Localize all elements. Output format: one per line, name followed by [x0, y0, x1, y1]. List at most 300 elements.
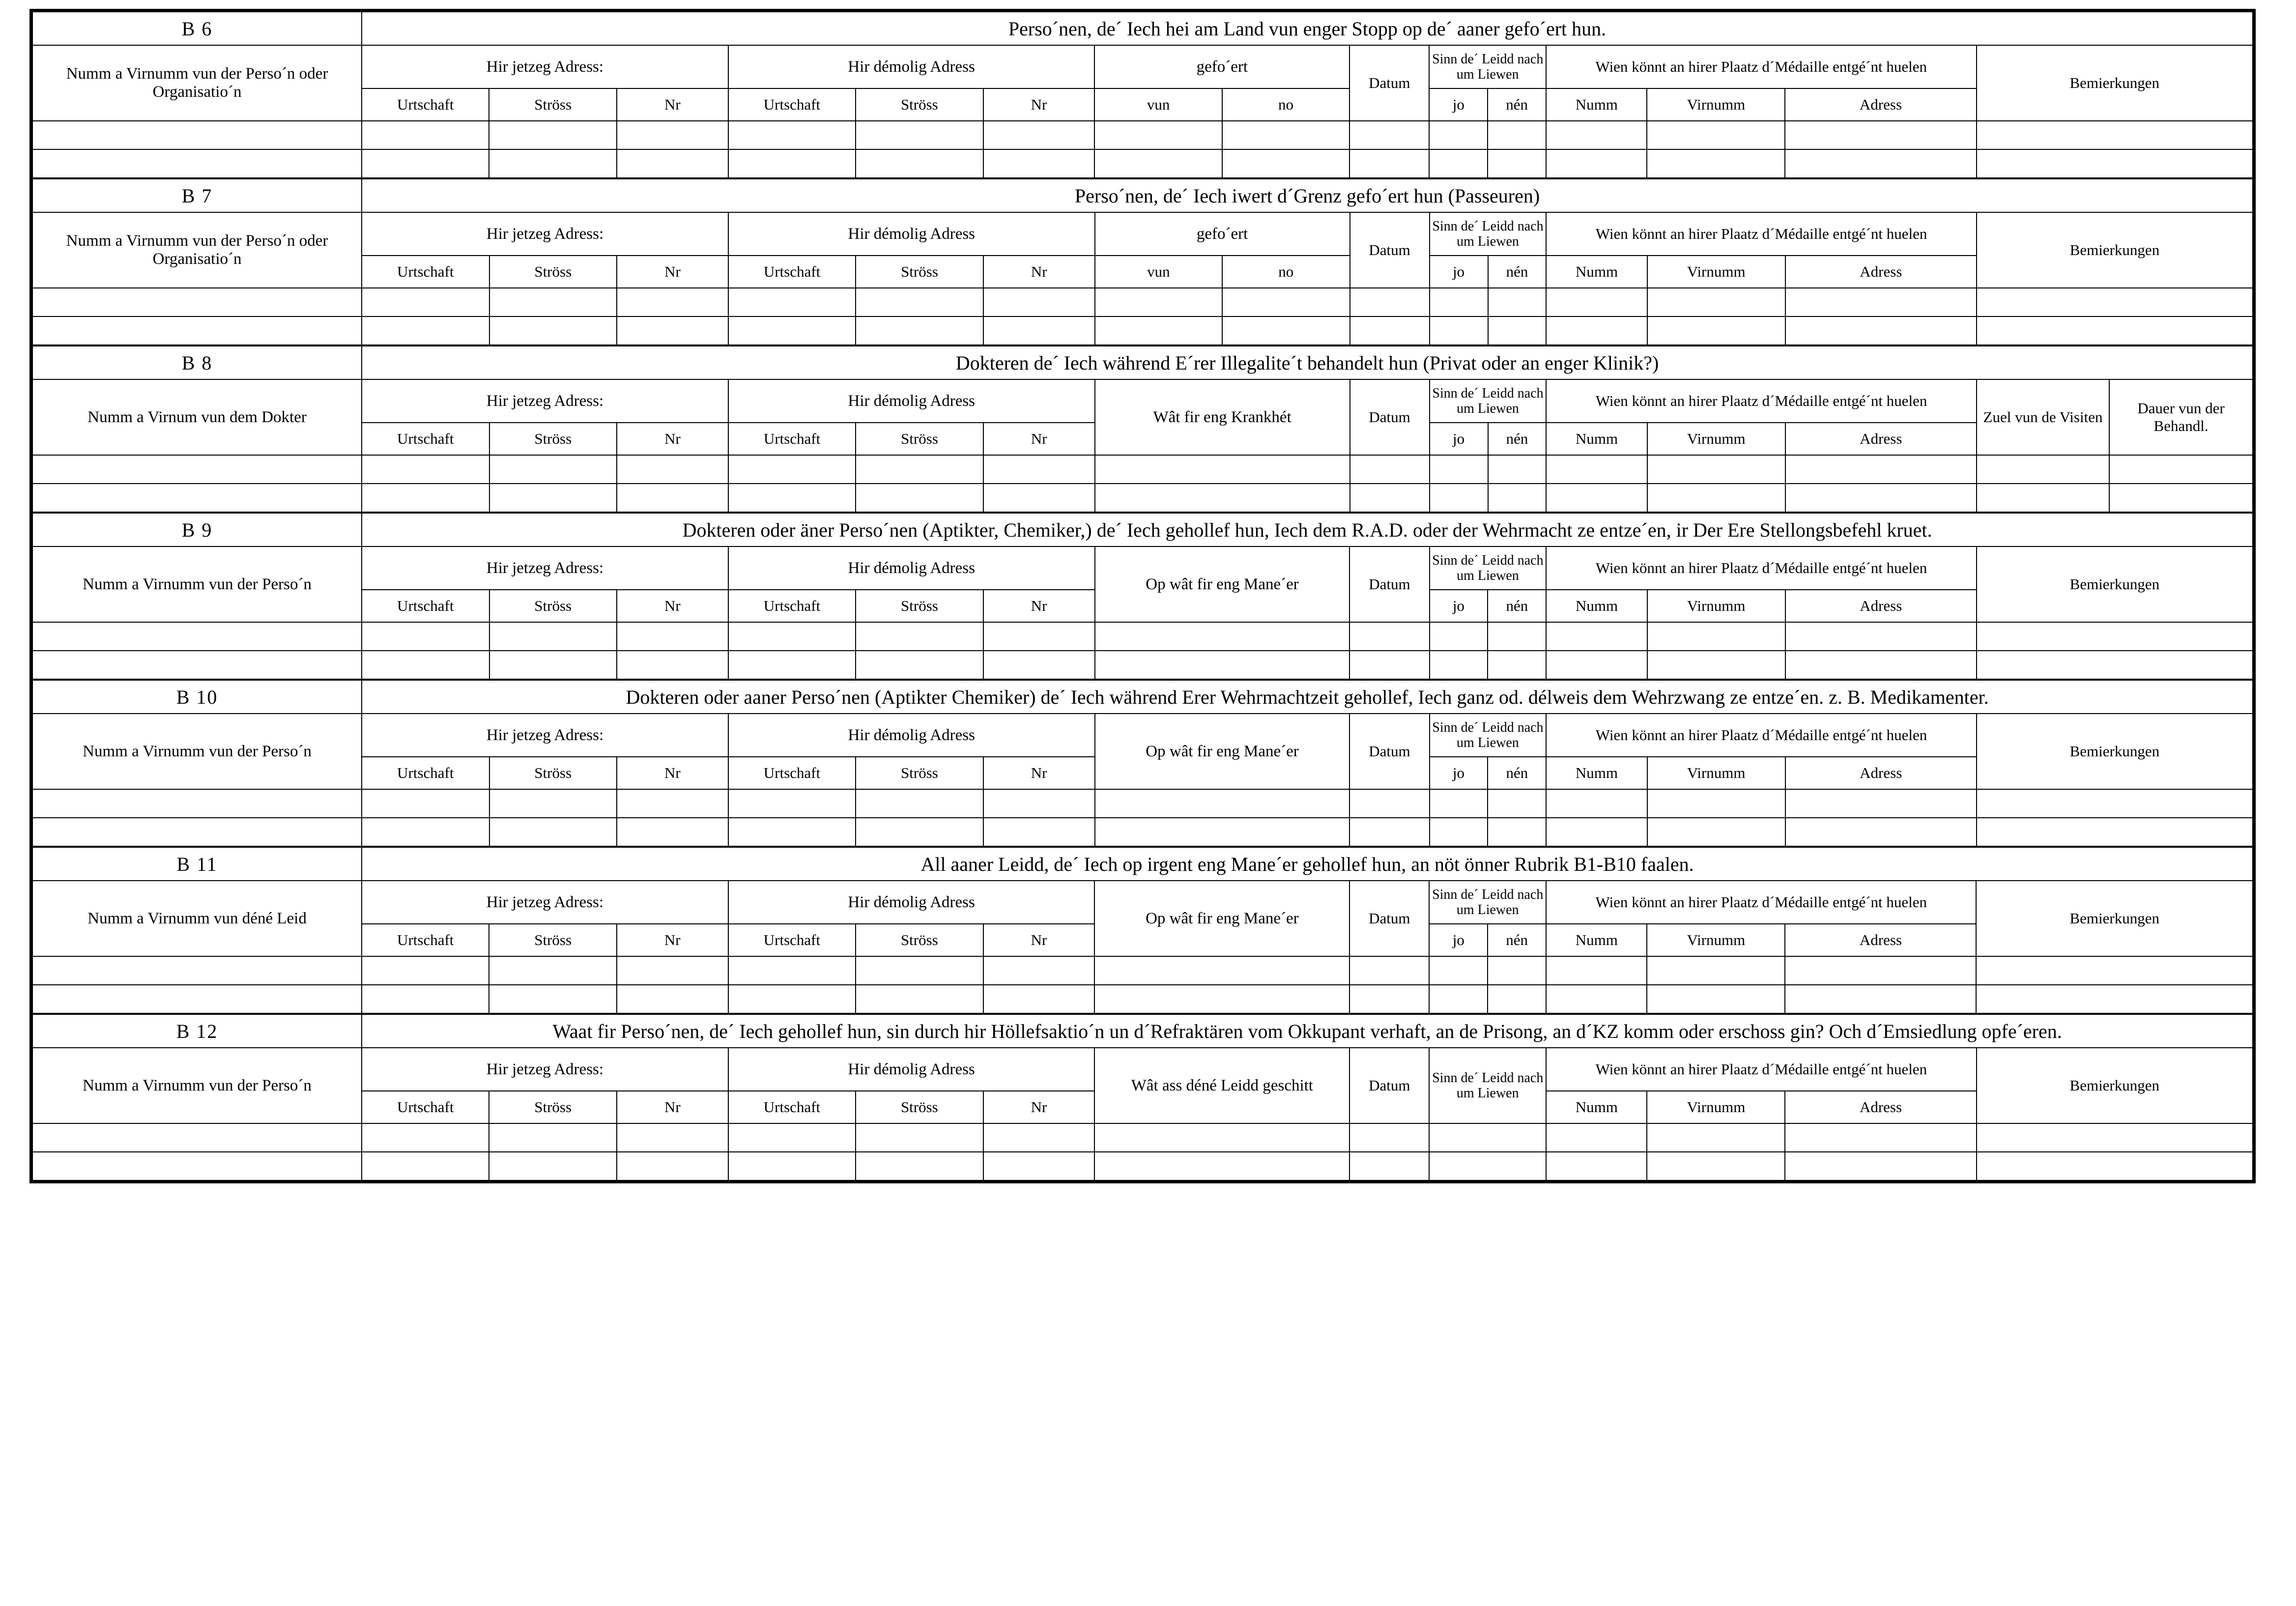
- cell-remarks[interactable]: [1977, 149, 2253, 178]
- cell-stross[interactable]: [489, 1152, 616, 1180]
- cell-name[interactable]: [32, 316, 362, 345]
- cell-nr[interactable]: [617, 1152, 728, 1180]
- cell-urtschaft-old[interactable]: [728, 121, 856, 149]
- section-id-b8: B 8: [32, 346, 362, 379]
- cell-vun[interactable]: [1095, 288, 1222, 316]
- cell-urtschaft-old[interactable]: [728, 622, 856, 651]
- cell-numm[interactable]: [1546, 484, 1647, 512]
- cell-virnumm[interactable]: [1647, 818, 1785, 846]
- section-b7: [32, 178, 2253, 345]
- cell-nr[interactable]: [617, 316, 728, 345]
- cell-datum[interactable]: [1349, 985, 1429, 1013]
- col-header-name-b6: Numm a Virnumm vun der Perso´n oder Organisatio´n: [32, 45, 362, 121]
- cell-name[interactable]: [32, 1152, 362, 1180]
- sub-nen-b6: nén: [1488, 88, 1546, 121]
- cell-stross-old[interactable]: [856, 121, 983, 149]
- cell-urtschaft[interactable]: [362, 121, 489, 149]
- sub-nr-b7-2: Nr: [983, 256, 1095, 288]
- cell-nr-old[interactable]: [983, 789, 1095, 818]
- cell-adress[interactable]: [1785, 818, 1977, 846]
- col-header-alive-b11: Sinn de´ Leidd nach um Liewen: [1429, 881, 1546, 924]
- cell-remarks[interactable]: [1977, 121, 2253, 149]
- cell-remarks[interactable]: [1977, 651, 2253, 679]
- cell-nr-old[interactable]: [983, 316, 1095, 345]
- cell-jo[interactable]: [1430, 316, 1488, 345]
- sub-virnumm-b11: Virnumm: [1647, 924, 1785, 956]
- sub-urtschaft-b11-2: Urtschaft: [728, 924, 856, 956]
- cell-numm[interactable]: [1546, 789, 1647, 818]
- sub-vun-b6: vun: [1094, 88, 1222, 121]
- cell-virnumm[interactable]: [1647, 1152, 1785, 1180]
- cell-nr-old[interactable]: [983, 455, 1095, 484]
- cell-adress[interactable]: [1785, 1152, 1976, 1180]
- cell-stross-old[interactable]: [856, 985, 983, 1013]
- cell-remarks[interactable]: [1977, 288, 2253, 316]
- cell-nr[interactable]: [617, 818, 728, 846]
- cell-urtschaft[interactable]: [362, 455, 489, 484]
- cell-stross[interactable]: [489, 288, 617, 316]
- sub-stross-b9-1: Ströss: [489, 590, 617, 622]
- sub-urtschaft-b9-1: Urtschaft: [362, 590, 489, 622]
- cell-adress[interactable]: [1785, 121, 1976, 149]
- cell-nr[interactable]: [617, 789, 728, 818]
- col-header-remarks-b10: Bemierkungen: [1977, 714, 2253, 789]
- cell-name[interactable]: [32, 651, 362, 679]
- cell-virnumm[interactable]: [1647, 455, 1785, 484]
- cell-datum[interactable]: [1349, 1152, 1429, 1180]
- col-header-mid-b6: gefo´ert: [1094, 45, 1349, 88]
- col-header-alive-b9: Sinn de´ Leidd nach um Liewen: [1430, 546, 1547, 590]
- col-header-medaille-b7: Wien könnt an hirer Plaatz d´Médaille entgé´nt huelen: [1546, 212, 1976, 256]
- sub-stross-b12-1: Ströss: [489, 1091, 616, 1123]
- cell-stross-old[interactable]: [856, 149, 983, 178]
- cell-stross-old[interactable]: [856, 484, 983, 512]
- cell-jo[interactable]: [1429, 985, 1488, 1013]
- entry-row-b8-2: [32, 484, 2253, 512]
- sub-stross-b11-1: Ströss: [489, 924, 616, 956]
- cell-nr-old[interactable]: [983, 818, 1095, 846]
- cell-adress[interactable]: [1785, 484, 1977, 512]
- col-header-datum-b9: Datum: [1349, 546, 1429, 622]
- cell-name[interactable]: [32, 455, 362, 484]
- cell-nen[interactable]: [1488, 622, 1546, 651]
- sub-virnumm-b12: Virnumm: [1647, 1091, 1785, 1123]
- header-row-top-b7: [32, 212, 2253, 256]
- cell-no[interactable]: [1222, 149, 1349, 178]
- cell-nen[interactable]: [1488, 985, 1546, 1013]
- col-header-alive-b7: Sinn de´ Leidd nach um Liewen: [1430, 212, 1547, 256]
- cell-remarks[interactable]: [1976, 956, 2253, 985]
- cell-urtschaft-old[interactable]: [728, 818, 856, 846]
- cell-jo[interactable]: [1430, 651, 1488, 679]
- cell-virnumm[interactable]: [1647, 149, 1785, 178]
- cell-nr[interactable]: [617, 651, 728, 679]
- cell-adress[interactable]: [1785, 1123, 1976, 1152]
- cell-jo[interactable]: [1429, 121, 1488, 149]
- cell-remarks[interactable]: [1977, 316, 2253, 345]
- cell-urtschaft[interactable]: [362, 1123, 489, 1152]
- cell-duration[interactable]: [2109, 455, 2253, 484]
- cell-name[interactable]: [32, 484, 362, 512]
- sub-adress-b8: Adress: [1785, 423, 1977, 455]
- cell-numm[interactable]: [1546, 985, 1647, 1013]
- col-header-alive-b10: Sinn de´ Leidd nach um Liewen: [1430, 714, 1547, 757]
- cell-nr-old[interactable]: [983, 121, 1095, 149]
- cell-stross-old[interactable]: [856, 818, 983, 846]
- cell-nr-old[interactable]: [983, 484, 1095, 512]
- cell-visits[interactable]: [1977, 455, 2109, 484]
- cell-jo[interactable]: [1430, 789, 1488, 818]
- cell-datum[interactable]: [1350, 484, 1430, 512]
- sub-numm-b11: Numm: [1546, 924, 1647, 956]
- cell-manner[interactable]: [1095, 622, 1350, 651]
- sub-urtschaft-b12-2: Urtschaft: [728, 1091, 856, 1123]
- cell-duration[interactable]: [2109, 484, 2253, 512]
- cell-remarks[interactable]: [1976, 985, 2253, 1013]
- cell-urtschaft[interactable]: [362, 149, 489, 178]
- cell-remarks[interactable]: [1977, 1152, 2253, 1180]
- cell-nen[interactable]: [1488, 484, 1547, 512]
- col-header-remarks-b9: Bemierkungen: [1977, 546, 2253, 622]
- cell-datum[interactable]: [1349, 818, 1429, 846]
- cell-name[interactable]: [32, 818, 362, 846]
- col-header-medaille-b6: Wien könnt an hirer Plaatz d´Médaille entgé´nt huelen: [1546, 45, 1976, 88]
- cell-urtschaft-old[interactable]: [728, 956, 856, 985]
- sub-nr-b11-1: Nr: [617, 924, 728, 956]
- cell-name[interactable]: [32, 956, 362, 985]
- cell-name[interactable]: [32, 1123, 362, 1152]
- cell-datum[interactable]: [1349, 149, 1429, 178]
- cell-urtschaft-old[interactable]: [728, 1152, 856, 1180]
- cell-virnumm[interactable]: [1647, 484, 1785, 512]
- col-header-former-address-b8: Hir démolig Adress: [728, 379, 1095, 423]
- cell-virnumm[interactable]: [1647, 288, 1785, 316]
- cell-stross[interactable]: [489, 985, 616, 1013]
- cell-nr[interactable]: [617, 484, 728, 512]
- cell-urtschaft[interactable]: [362, 956, 489, 985]
- cell-virnumm[interactable]: [1647, 622, 1785, 651]
- cell-datum[interactable]: [1349, 651, 1429, 679]
- cell-nen[interactable]: [1488, 651, 1546, 679]
- cell-adress[interactable]: [1785, 149, 1976, 178]
- cell-nr-old[interactable]: [983, 956, 1095, 985]
- cell-nr[interactable]: [617, 1123, 728, 1152]
- cell-urtschaft-old[interactable]: [728, 651, 856, 679]
- cell-stross-old[interactable]: [856, 651, 983, 679]
- section-b10: [32, 680, 2253, 847]
- cell-stross[interactable]: [489, 455, 617, 484]
- cell-vun[interactable]: [1094, 149, 1222, 178]
- cell-stross-old[interactable]: [856, 956, 983, 985]
- sub-nr-b11-2: Nr: [983, 924, 1095, 956]
- cell-stross[interactable]: [489, 1123, 616, 1152]
- sub-numm-b9: Numm: [1546, 590, 1647, 622]
- cell-urtschaft-old[interactable]: [728, 316, 856, 345]
- entry-row-b6-2: [32, 149, 2253, 178]
- cell-numm[interactable]: [1546, 1152, 1647, 1180]
- cell-nr[interactable]: [617, 149, 728, 178]
- cell-numm[interactable]: [1546, 818, 1647, 846]
- section-id-b6: B 6: [32, 12, 362, 45]
- cell-no[interactable]: [1222, 121, 1349, 149]
- cell-name[interactable]: [32, 149, 362, 178]
- cell-nr-old[interactable]: [983, 985, 1095, 1013]
- entry-row-b12-2: [32, 1152, 2253, 1180]
- cell-manner[interactable]: [1094, 956, 1349, 985]
- cell-nr-old[interactable]: [983, 288, 1095, 316]
- col-header-alive-b12: Sinn de´ Leidd nach um Liewen: [1429, 1048, 1546, 1123]
- cell-jo[interactable]: [1430, 484, 1488, 512]
- cell-illness[interactable]: [1095, 455, 1350, 484]
- cell-virnumm[interactable]: [1647, 651, 1785, 679]
- cell-name[interactable]: [32, 985, 362, 1013]
- sub-urtschaft-b7-1: Urtschaft: [362, 256, 489, 288]
- cell-numm[interactable]: [1546, 288, 1647, 316]
- cell-virnumm[interactable]: [1647, 121, 1785, 149]
- cell-visits[interactable]: [1977, 484, 2109, 512]
- cell-nen[interactable]: [1488, 789, 1546, 818]
- entry-row-b12-1: [32, 1123, 2253, 1152]
- cell-urtschaft[interactable]: [362, 651, 489, 679]
- cell-nr[interactable]: [617, 455, 728, 484]
- sub-stross-b8-1: Ströss: [489, 423, 617, 455]
- cell-numm[interactable]: [1546, 956, 1647, 985]
- cell-virnumm[interactable]: [1647, 956, 1785, 985]
- cell-fate[interactable]: [1094, 1152, 1349, 1180]
- section-title-b8: Dokteren de´ Iech während E´rer Illegalite´t behandelt hun (Privat oder an enger Klinik?): [362, 346, 2253, 379]
- cell-stross[interactable]: [489, 622, 617, 651]
- cell-nr-old[interactable]: [983, 1152, 1095, 1180]
- cell-stross-old[interactable]: [856, 1152, 983, 1180]
- sub-nr-b12-1: Nr: [617, 1091, 728, 1123]
- col-header-name-b11: Numm a Virnumm vun déné Leid: [32, 881, 362, 956]
- cell-nen[interactable]: [1488, 316, 1547, 345]
- cell-datum[interactable]: [1350, 288, 1430, 316]
- sub-nen-b11: nén: [1488, 924, 1546, 956]
- cell-manner[interactable]: [1095, 651, 1350, 679]
- cell-manner[interactable]: [1094, 985, 1349, 1013]
- cell-nen[interactable]: [1488, 818, 1546, 846]
- cell-jo[interactable]: [1430, 288, 1488, 316]
- cell-virnumm[interactable]: [1647, 789, 1785, 818]
- section-band-b6: [32, 12, 2253, 45]
- cell-datum[interactable]: [1349, 789, 1429, 818]
- cell-stross[interactable]: [489, 149, 616, 178]
- cell-nr-old[interactable]: [983, 149, 1095, 178]
- section-b9: [32, 513, 2253, 680]
- sub-jo-b6: jo: [1429, 88, 1488, 121]
- cell-nen[interactable]: [1488, 455, 1547, 484]
- cell-numm[interactable]: [1546, 121, 1647, 149]
- sub-virnumm-b6: Virnumm: [1647, 88, 1785, 121]
- cell-stross[interactable]: [489, 316, 617, 345]
- cell-urtschaft-old[interactable]: [728, 484, 856, 512]
- cell-virnumm[interactable]: [1647, 316, 1785, 345]
- cell-vun[interactable]: [1095, 316, 1222, 345]
- sub-stross-b7-1: Ströss: [489, 256, 617, 288]
- col-header-medaille-b12: Wien könnt an hirer Plaatz d´Médaille entgé´nt huelen: [1546, 1048, 1976, 1091]
- cell-nen[interactable]: [1488, 288, 1547, 316]
- cell-urtschaft[interactable]: [362, 818, 489, 846]
- sub-numm-b7: Numm: [1546, 256, 1647, 288]
- cell-nr[interactable]: [617, 622, 728, 651]
- section-id-b7: B 7: [32, 179, 362, 212]
- sub-urtschaft-b6-2: Urtschaft: [728, 88, 856, 121]
- sub-adress-b12: Adress: [1785, 1091, 1976, 1123]
- cell-datum[interactable]: [1349, 1123, 1429, 1152]
- cell-urtschaft[interactable]: [362, 1152, 489, 1180]
- cell-urtschaft[interactable]: [362, 484, 489, 512]
- cell-datum[interactable]: [1349, 956, 1429, 985]
- cell-urtschaft[interactable]: [362, 288, 489, 316]
- cell-adress[interactable]: [1785, 288, 1977, 316]
- cell-urtschaft-old[interactable]: [728, 149, 856, 178]
- cell-stross[interactable]: [489, 818, 617, 846]
- cell-stross-old[interactable]: [856, 288, 983, 316]
- col-header-name-b9: Numm a Virnumm vun der Perso´n: [32, 546, 362, 622]
- cell-adress[interactable]: [1785, 789, 1977, 818]
- cell-vun[interactable]: [1094, 121, 1222, 149]
- col-header-manner-b11: Op wât fir eng Mane´er: [1094, 881, 1349, 956]
- col-header-datum-b8: Datum: [1350, 379, 1430, 455]
- section-title-b7: Perso´nen, de´ Iech iwert d´Grenz gefo´ert hun (Passeuren): [362, 179, 2253, 212]
- cell-numm[interactable]: [1546, 149, 1647, 178]
- cell-jo[interactable]: [1429, 149, 1488, 178]
- cell-stross[interactable]: [489, 121, 616, 149]
- cell-jo[interactable]: [1429, 956, 1488, 985]
- header-row-bottom-b7: [32, 256, 2253, 288]
- cell-remarks[interactable]: [1977, 818, 2253, 846]
- cell-adress[interactable]: [1785, 455, 1977, 484]
- cell-illness[interactable]: [1095, 484, 1350, 512]
- section-band-b8: [32, 346, 2253, 379]
- cell-datum[interactable]: [1350, 316, 1430, 345]
- cell-datum[interactable]: [1349, 622, 1429, 651]
- cell-stross-old[interactable]: [856, 1123, 983, 1152]
- cell-nen[interactable]: [1488, 149, 1546, 178]
- sub-stross-b6-2: Ströss: [856, 88, 983, 121]
- cell-jo[interactable]: [1430, 455, 1488, 484]
- cell-urtschaft[interactable]: [362, 622, 489, 651]
- cell-urtschaft[interactable]: [362, 316, 489, 345]
- cell-nr-old[interactable]: [983, 651, 1095, 679]
- cell-name[interactable]: [32, 288, 362, 316]
- cell-stross[interactable]: [489, 956, 616, 985]
- cell-stross-old[interactable]: [856, 622, 983, 651]
- sub-nr-b7-1: Nr: [617, 256, 728, 288]
- cell-alive[interactable]: [1429, 1123, 1546, 1152]
- cell-urtschaft-old[interactable]: [728, 1123, 856, 1152]
- cell-remarks[interactable]: [1977, 622, 2253, 651]
- cell-adress[interactable]: [1785, 651, 1977, 679]
- cell-name[interactable]: [32, 622, 362, 651]
- col-header-former-address-b11: Hir démolig Adress: [728, 881, 1095, 924]
- cell-stross[interactable]: [489, 484, 617, 512]
- cell-adress[interactable]: [1785, 316, 1977, 345]
- sub-nr-b12-2: Nr: [983, 1091, 1095, 1123]
- sub-jo-b10: jo: [1430, 757, 1488, 789]
- cell-stross-old[interactable]: [856, 455, 983, 484]
- cell-name[interactable]: [32, 121, 362, 149]
- sub-jo-b8: jo: [1430, 423, 1488, 455]
- cell-datum[interactable]: [1350, 455, 1430, 484]
- cell-jo[interactable]: [1430, 818, 1488, 846]
- cell-numm[interactable]: [1546, 316, 1647, 345]
- cell-numm[interactable]: [1546, 651, 1647, 679]
- cell-jo[interactable]: [1430, 622, 1488, 651]
- cell-nr[interactable]: [617, 288, 728, 316]
- sub-urtschaft-b7-2: Urtschaft: [728, 256, 856, 288]
- cell-fate[interactable]: [1094, 1123, 1349, 1152]
- cell-stross-old[interactable]: [856, 316, 983, 345]
- cell-numm[interactable]: [1546, 622, 1647, 651]
- cell-nen[interactable]: [1488, 956, 1546, 985]
- col-header-former-address-b6: Hir démolig Adress: [728, 45, 1095, 88]
- cell-name[interactable]: [32, 789, 362, 818]
- sub-no-b6: no: [1222, 88, 1349, 121]
- cell-adress[interactable]: [1785, 985, 1976, 1013]
- col-header-manner-b9: Op wât fir eng Mane´er: [1095, 546, 1350, 622]
- cell-adress[interactable]: [1785, 622, 1977, 651]
- cell-nen[interactable]: [1488, 121, 1546, 149]
- cell-urtschaft-old[interactable]: [728, 455, 856, 484]
- col-header-remarks-b7: Bemierkungen: [1977, 212, 2253, 288]
- sub-urtschaft-b6-1: Urtschaft: [362, 88, 489, 121]
- cell-stross[interactable]: [489, 651, 617, 679]
- col-header-current-address-b6: Hir jetzeg Adress:: [362, 45, 728, 88]
- cell-urtschaft-old[interactable]: [728, 985, 856, 1013]
- cell-nr-old[interactable]: [983, 622, 1095, 651]
- sub-stross-b9-2: Ströss: [856, 590, 983, 622]
- cell-stross[interactable]: [489, 789, 617, 818]
- cell-remarks[interactable]: [1977, 789, 2253, 818]
- cell-no[interactable]: [1222, 316, 1349, 345]
- cell-nr[interactable]: [617, 121, 728, 149]
- section-b11: [32, 847, 2253, 1014]
- cell-remarks[interactable]: [1977, 1123, 2253, 1152]
- cell-urtschaft-old[interactable]: [728, 288, 856, 316]
- sub-virnumm-b9: Virnumm: [1647, 590, 1785, 622]
- cell-nr-old[interactable]: [983, 1123, 1095, 1152]
- header-row-top-b11: [32, 881, 2253, 924]
- sub-nr-b8-1: Nr: [617, 423, 728, 455]
- cell-no[interactable]: [1222, 288, 1349, 316]
- cell-stross-old[interactable]: [856, 789, 983, 818]
- header-row-top-b8: [32, 379, 2253, 423]
- cell-urtschaft-old[interactable]: [728, 789, 856, 818]
- cell-virnumm[interactable]: [1647, 1123, 1785, 1152]
- cell-manner[interactable]: [1095, 818, 1350, 846]
- cell-urtschaft[interactable]: [362, 789, 489, 818]
- sub-numm-b6: Numm: [1546, 88, 1647, 121]
- cell-urtschaft[interactable]: [362, 985, 489, 1013]
- cell-manner[interactable]: [1095, 789, 1350, 818]
- sub-adress-b6: Adress: [1785, 88, 1976, 121]
- sub-virnumm-b7: Virnumm: [1647, 256, 1785, 288]
- cell-nr[interactable]: [617, 956, 728, 985]
- col-header-medaille-b9: Wien könnt an hirer Plaatz d´Médaille entgé´nt huelen: [1546, 546, 1976, 590]
- cell-numm[interactable]: [1546, 455, 1647, 484]
- cell-alive[interactable]: [1429, 1152, 1546, 1180]
- cell-nr[interactable]: [617, 985, 728, 1013]
- cell-adress[interactable]: [1785, 956, 1976, 985]
- cell-virnumm[interactable]: [1647, 985, 1785, 1013]
- sub-no-b7: no: [1222, 256, 1349, 288]
- cell-numm[interactable]: [1546, 1123, 1647, 1152]
- sub-nen-b9: nén: [1488, 590, 1546, 622]
- section-title-b10: Dokteren oder aaner Perso´nen (Aptikter Chemiker) de´ Iech während Erer Wehrmachtzeit gehollef, Iech ganz od. délweis dem Wehrzwang ze entze´en. z. B. Medikamenter.: [362, 680, 2253, 714]
- cell-datum[interactable]: [1349, 121, 1429, 149]
